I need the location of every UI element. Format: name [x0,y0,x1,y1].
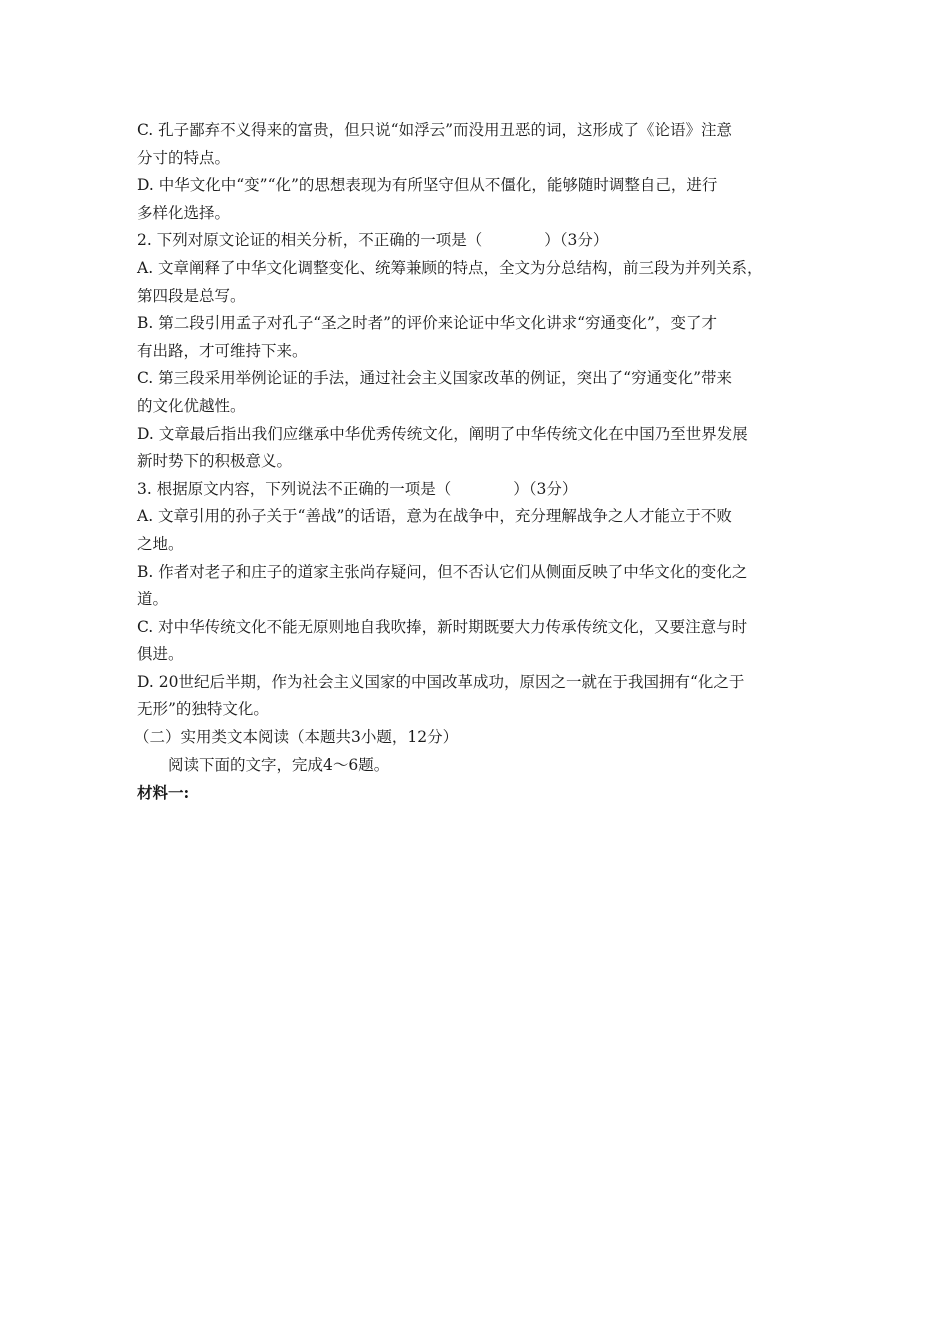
q3-option-b-line1: B. 作者对老子和庄子的道家主张尚存疑问，但不否认它们从侧面反映了中华文化的变化之 [137,562,748,581]
q2-option-a-line1: A. 文章阐释了中华文化调整变化、统筹兼顾的特点，全文为分总结构，前三段为并列关系， [137,258,763,277]
section-heading: （二）实用类文本阅读（本题共3小题，12分） [134,728,459,747]
q3-option-c-line2: 俱进。 [137,645,184,664]
q3-option-a-line2: 之地。 [137,534,184,553]
q1-option-c-line2: 分寸的特点。 [137,148,231,167]
q3-option-a-line1: A. 文章引用的孙子关于“善战”的话语，意为在战争中，充分理解战争之人才能立于不败 [137,507,732,526]
q3-option-d-line2: 无形”的独特文化。 [137,700,269,719]
q2-option-d-line1: D. 文章最后指出我们应继承中华优秀传统文化，阐明了中华传统文化在中国乃至世界发展 [137,424,748,443]
q2-option-c-line1: C. 第三段采用举例论证的手法，通过社会主义国家改革的例证，突出了“穷通变化”带来 [137,369,733,388]
q3-option-d-line1: D. 20世纪后半期，作为社会主义国家的中国改革成功，原因之一就在于我国拥有“化之于 [137,672,745,691]
q2-option-b-line1: B. 第二段引用孟子对孔子“圣之时者”的评价来论证中华文化讲求“穷通变化”，变了才 [137,314,717,333]
material-label: 材料一: [137,783,190,803]
q3-option-c-line1: C. 对中华传统文化不能无原则地自我吹捧，新时期既要大力传承传统文化，又要注意与时 [137,617,748,636]
q1-option-c-line1: C. 孔子鄙弃不义得来的富贵，但只说“如浮云”而没用丑恶的词，这形成了《论语》注意 [137,121,733,139]
reading-instruction: 阅读下面的文字，完成4～6题。 [168,755,390,774]
q1-option-d-line2: 多样化选择。 [137,203,231,222]
q2-option-d-line2: 新时势下的积极意义。 [137,452,293,471]
q2-option-a-line2: 第四段是总写。 [137,286,246,305]
q2-option-b-line2: 有出路，才可维持下来。 [137,341,308,360]
question-2-stem: 2. 下列对原文论证的相关分析，不正确的一项是（ ）（3分） [137,231,609,250]
q2-option-c-line2: 的文化优越性。 [137,396,246,415]
q1-option-d-line1: D. 中华文化中“变”“化”的思想表现为有所坚守但从不僵化，能够随时调整自己，进行 [137,176,718,195]
question-3-stem: 3. 根据原文内容，下列说法不正确的一项是（ ）（3分） [137,479,578,498]
document-page [134,117,805,807]
q3-option-b-line2: 道。 [137,590,169,609]
